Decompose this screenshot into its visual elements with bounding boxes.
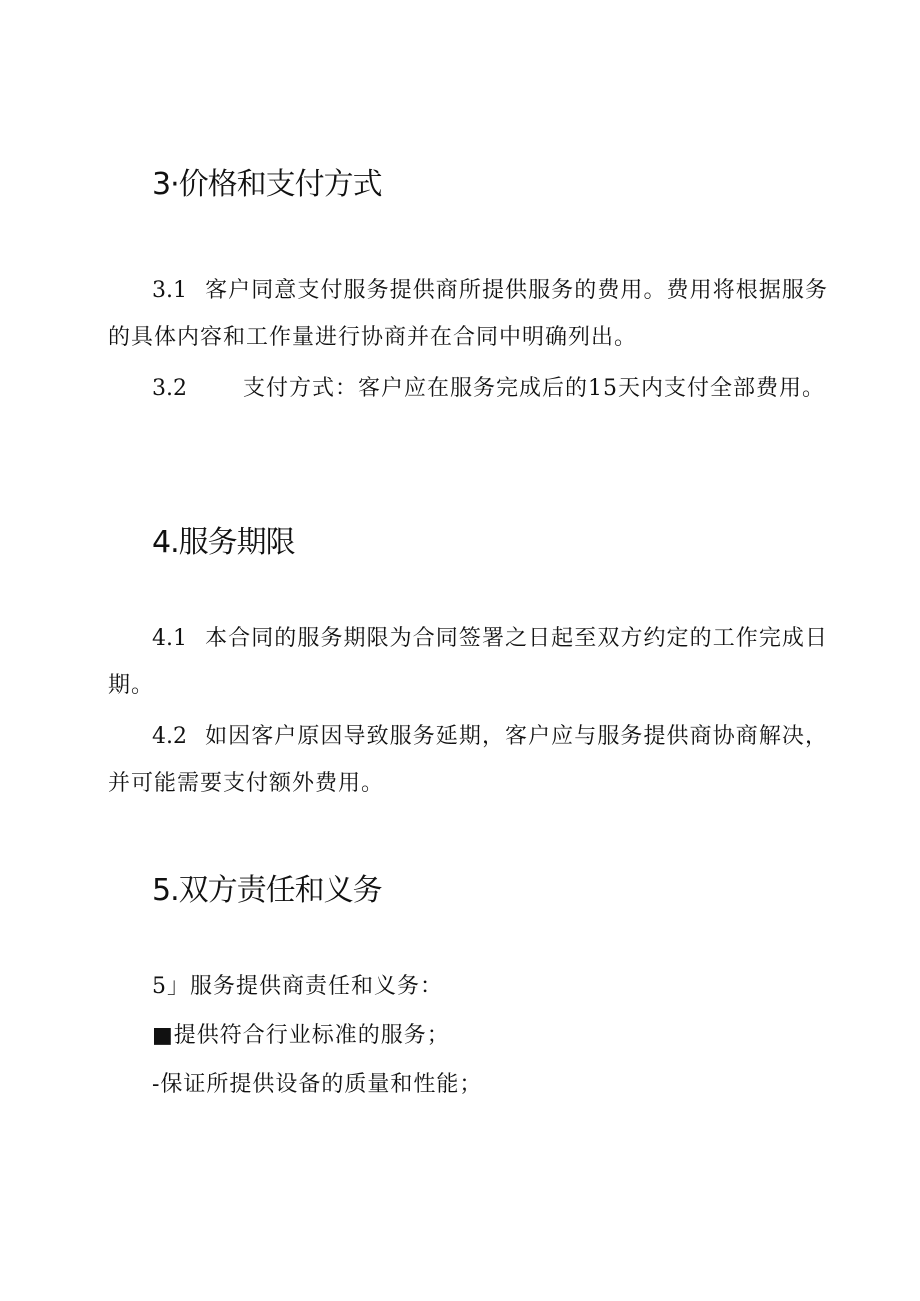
list-item: 5」服务提供商责任和义务： [152, 974, 443, 999]
list-item: -保证所提供设备的质量和性能； [152, 1072, 483, 1097]
clause-paragraph [108, 365, 828, 412]
clause-text: 支付方式：客户应在服务完成后的15天内支付全部费用。 [243, 376, 825, 401]
clause-paragraph [108, 615, 828, 709]
clause-text: 如因客户原因导致服务延期，客户应与服务提供商协商解决，并可能需要支付额外费用。 [108, 724, 828, 796]
list-item: ■提供符合行业标准的服务； [152, 1023, 450, 1048]
section-heading: 3·价格和支付方式 [152, 167, 382, 202]
clause-text: 本合同的服务期限为合同签署之日起至双方约定的工作完成日期。 [108, 626, 828, 698]
clause-number: 3.2 [152, 376, 187, 401]
clause-paragraph [108, 713, 828, 807]
section-heading: 5.双方责任和义务 [152, 873, 382, 908]
clause-paragraph [108, 267, 828, 361]
clause-number: 3.1 [152, 278, 187, 303]
clause-number: 4.2 [152, 724, 187, 749]
clause-text: 客户同意支付服务提供商所提供服务的费用。费用将根据服务的具体内容和工作量进行协商并在合同中明确列出。 [108, 278, 828, 350]
section-heading: 4.服务期限 [152, 525, 295, 560]
clause-number: 4.1 [152, 626, 187, 651]
